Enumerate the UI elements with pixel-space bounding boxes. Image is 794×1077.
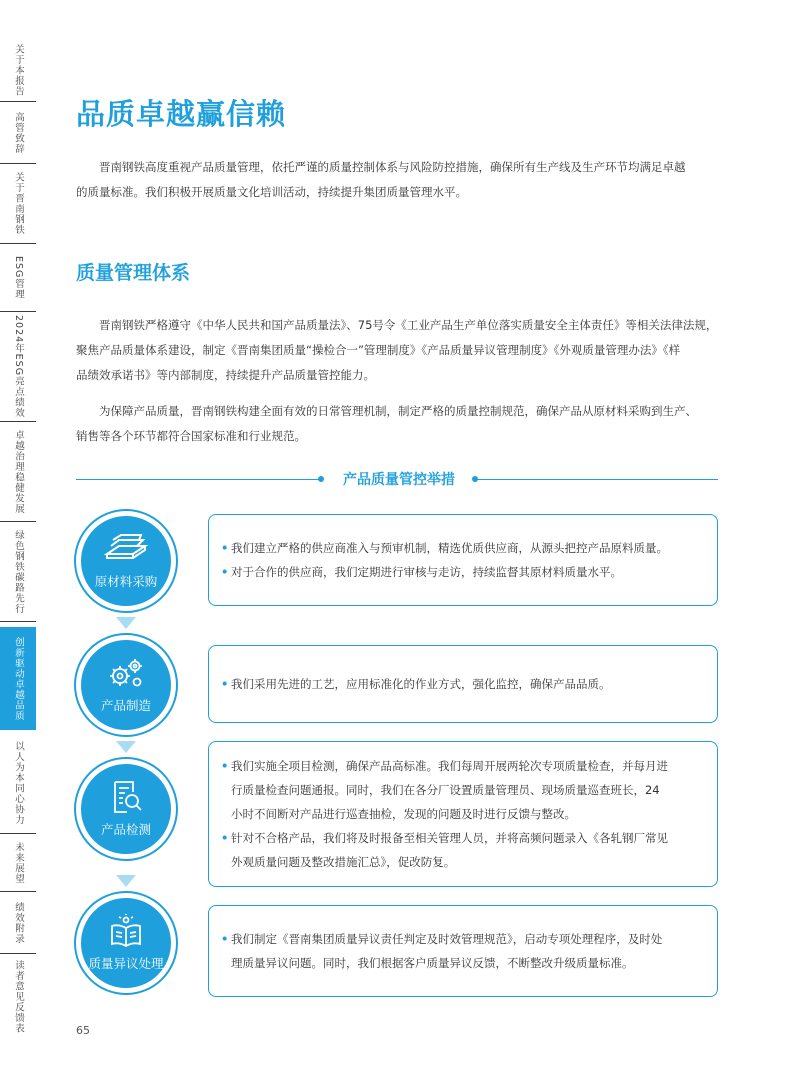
intro-paragraph	[76, 155, 718, 205]
nav-item-about-report[interactable]	[0, 40, 36, 102]
bullet: •	[221, 565, 229, 579]
nav-item-about-company[interactable]	[0, 164, 36, 244]
down-arrow-icon	[116, 741, 136, 753]
open-book-lightbulb-icon	[103, 914, 149, 948]
down-arrow-icon	[116, 617, 136, 629]
step-box-inspection	[208, 741, 718, 887]
box-line	[231, 778, 699, 802]
para-line: 销售等各个环节都符合国家标准和行业规范。	[76, 429, 306, 443]
nav-label: 以人为本同心协力	[13, 740, 24, 825]
section-heading: 质量管理体系	[76, 262, 191, 284]
bullet: •	[221, 541, 229, 555]
divider-dot	[318, 476, 324, 482]
box-text: 针对不合格产品，我们将及时报备至相关管理人员，并将高频问题录入《各轧钢厂常见	[231, 831, 668, 845]
box-text: 理质量异议问题。同时，我们根据客户质量异议反馈，不断整改升级质量标准。	[231, 956, 634, 970]
nav-label: 读者意见反馈表	[13, 960, 24, 1034]
measures-title: 产品质量管控举措	[343, 472, 455, 488]
nav-label: 高管致辞	[13, 111, 24, 154]
box-line	[221, 536, 699, 560]
step-circle-raw-materials	[76, 511, 176, 611]
nav-label: 2024年ESG亮点绩效	[13, 314, 24, 419]
box-line	[231, 802, 699, 826]
nav-label: 关于晋南钢铁	[13, 172, 24, 235]
para-line: 品绩效承诺书》等内部制度，持续提升产品质量管控能力。	[76, 368, 375, 382]
stack-of-materials-icon	[103, 532, 149, 566]
step-box-raw-materials	[208, 514, 718, 606]
nav-label: ESG管理	[13, 255, 24, 300]
step-circle-complaint-handling	[76, 893, 176, 993]
box-text: 我们采用先进的工艺，应用标准化的作业方式，强化监控，确保产品品质。	[231, 677, 611, 691]
document-magnifier-icon	[103, 780, 149, 814]
bullet: •	[221, 831, 229, 845]
para-line: 晋南钢铁严格遵守《中华人民共和国产品质量法》、75号令《工业产品生产单位落实质量安全主体责任》等相关法律法规，	[99, 318, 718, 332]
body-paragraph-1	[76, 313, 718, 388]
intro-line: 晋南钢铁高度重视产品质量管理，依托严谨的质量控制体系与风险防控措施，确保所有生产线及生产环节均满足卓越	[99, 160, 686, 174]
nav-item-outlook[interactable]	[0, 834, 36, 892]
body-paragraph-2	[76, 399, 718, 449]
nav-label: 绿色钢铁碳路先行	[13, 529, 24, 614]
gears-icon	[103, 656, 149, 690]
nav-item-executive-message[interactable]	[0, 102, 36, 164]
nav-item-people[interactable]	[0, 732, 36, 834]
nav-label: 绩效附录	[13, 901, 24, 944]
page-number: 65	[76, 1024, 90, 1037]
box-line	[221, 754, 699, 778]
box-text: 行质量检查问题通报。同时，我们在各分厂设置质量管理员、现场质量巡查班长，24	[231, 783, 660, 797]
box-line	[221, 672, 699, 696]
box-text: 我们建立严格的供应商准入与预审机制，精选优质供应商，从源头把控产品原料质量。	[231, 541, 668, 555]
nav-item-innovation-quality[interactable]	[0, 627, 36, 730]
box-line	[231, 951, 699, 975]
step-box-complaint-handling	[208, 905, 718, 997]
para-line: 聚焦产品质量体系建设，制定《晋南集团质量“操检合一”管理制度》《产品质量异议管理制度》《外观质量管理办法》《样	[76, 343, 681, 357]
down-arrow-icon	[116, 875, 136, 887]
divider-left	[76, 479, 320, 480]
step-circle-manufacturing	[76, 635, 176, 735]
box-line	[221, 927, 699, 951]
nav-item-green-steel[interactable]	[0, 522, 36, 622]
page-title: 品质卓越赢信赖	[76, 97, 287, 131]
nav-label: 创新驱动卓越品质	[13, 636, 24, 721]
side-navigation	[0, 40, 36, 1040]
box-text: 外观质量问题及整改措施汇总》，促改防复。	[231, 855, 456, 869]
bullet: •	[221, 932, 229, 946]
step-label: 原材料采购	[94, 574, 158, 589]
nav-item-esg-management[interactable]	[0, 244, 36, 312]
bullet: •	[221, 677, 229, 691]
box-text: 小时不间断对产品进行巡查抽检，发现的问题及时进行反馈与整改。	[231, 807, 576, 821]
divider-right	[476, 479, 718, 480]
nav-label: 关于本报告	[13, 44, 24, 97]
nav-item-appendix[interactable]	[0, 892, 36, 954]
step-label: 质量异议处理	[88, 956, 164, 971]
box-line	[221, 560, 699, 584]
para-line: 为保障产品质量，晋南钢铁构建全面有效的日常管理机制，制定严格的质量控制规范，确保产品从原材料采购到生产、	[99, 404, 697, 418]
nav-item-governance[interactable]	[0, 422, 36, 522]
nav-label: 未来展望	[13, 841, 24, 884]
nav-item-feedback[interactable]	[0, 954, 36, 1040]
nav-label: 卓越治理稳健发展	[13, 429, 24, 514]
nav-item-esg-highlights[interactable]	[0, 312, 36, 422]
step-circle-inspection	[76, 759, 176, 859]
step-box-manufacturing	[208, 645, 718, 723]
box-text: 我们制定《晋南集团质量异议责任判定及时效管理规范》，启动专项处理程序，及时处	[231, 932, 663, 946]
bullet: •	[221, 759, 229, 773]
box-line	[231, 850, 699, 874]
intro-line: 的质量标准。我们积极开展质量文化培训活动，持续提升集团质量管理水平。	[76, 185, 467, 199]
step-label: 产品制造	[100, 698, 151, 713]
step-label: 产品检测	[100, 822, 151, 837]
box-text: 对于合作的供应商，我们定期进行审核与走访，持续监督其原材料质量水平。	[231, 565, 622, 579]
box-line	[221, 826, 699, 850]
box-text: 我们实施全项目检测，确保产品高标准。我们每周开展两轮次专项质量检查，并每月进	[231, 759, 668, 773]
